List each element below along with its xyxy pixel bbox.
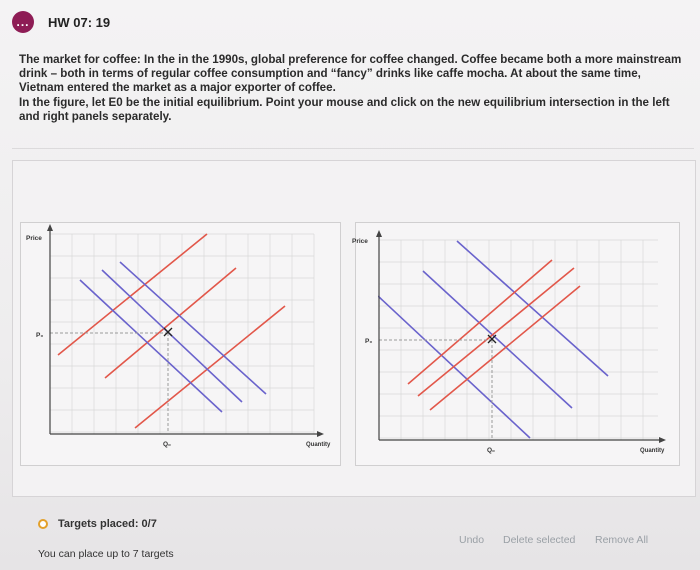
right-y-axis-label: Price	[352, 238, 368, 245]
right-supply-curve-upper	[408, 260, 552, 384]
left-x-arrow-icon	[317, 431, 324, 437]
right-x-arrow-icon	[659, 437, 666, 443]
assignment-title: HW 07: 19	[48, 14, 111, 30]
left-price-tick: P₀	[36, 332, 44, 339]
remove-all-button[interactable]: Remove All	[595, 534, 649, 546]
right-x-axis-label: Quantity	[640, 448, 665, 454]
right-supply-curve-lower	[430, 286, 580, 410]
targets-placed-label: Targets placed: 0/7	[58, 518, 157, 530]
left-grid	[50, 234, 314, 434]
left-supply-curve-upper	[58, 234, 207, 355]
undo-button[interactable]: Undo	[459, 534, 485, 546]
delete-selected-button[interactable]: Delete selected	[503, 534, 576, 546]
right-y-arrow-icon	[376, 230, 382, 237]
left-x-axis-label: Quantity	[306, 442, 331, 448]
left-y-arrow-icon	[47, 224, 53, 231]
right-demand-curve-inner	[457, 241, 608, 376]
more-options-icon[interactable]: ...	[12, 11, 34, 33]
right-quantity-tick: Q₀	[487, 447, 495, 454]
target-ring-icon	[38, 519, 48, 529]
right-price-tick: P₀	[365, 338, 373, 345]
targets-status	[38, 518, 157, 530]
left-quantity-tick: Q₀	[163, 441, 171, 448]
targets-limit-label: You can place up to 7 targets	[38, 548, 174, 560]
question-paragraph-1: The market for coffee: In the in the 1990s, global preference for coffee changed. Coffee became both a more mainstream drink – both in terms of regular coffee consumption and “fancy” drinks like caffe mocha. At about the same time, Vietnam entered the market as a major exporter of coffee.	[19, 53, 682, 95]
left-demand-curve-upper	[120, 262, 266, 394]
question-paragraph-2: In the figure, let E0 be the initial equilibrium. Point your mouse and click on the new equilibrium intersection in the left and right panels separately.	[19, 95, 670, 123]
left-curves	[58, 234, 285, 428]
left-y-axis-label: Price	[26, 235, 42, 242]
